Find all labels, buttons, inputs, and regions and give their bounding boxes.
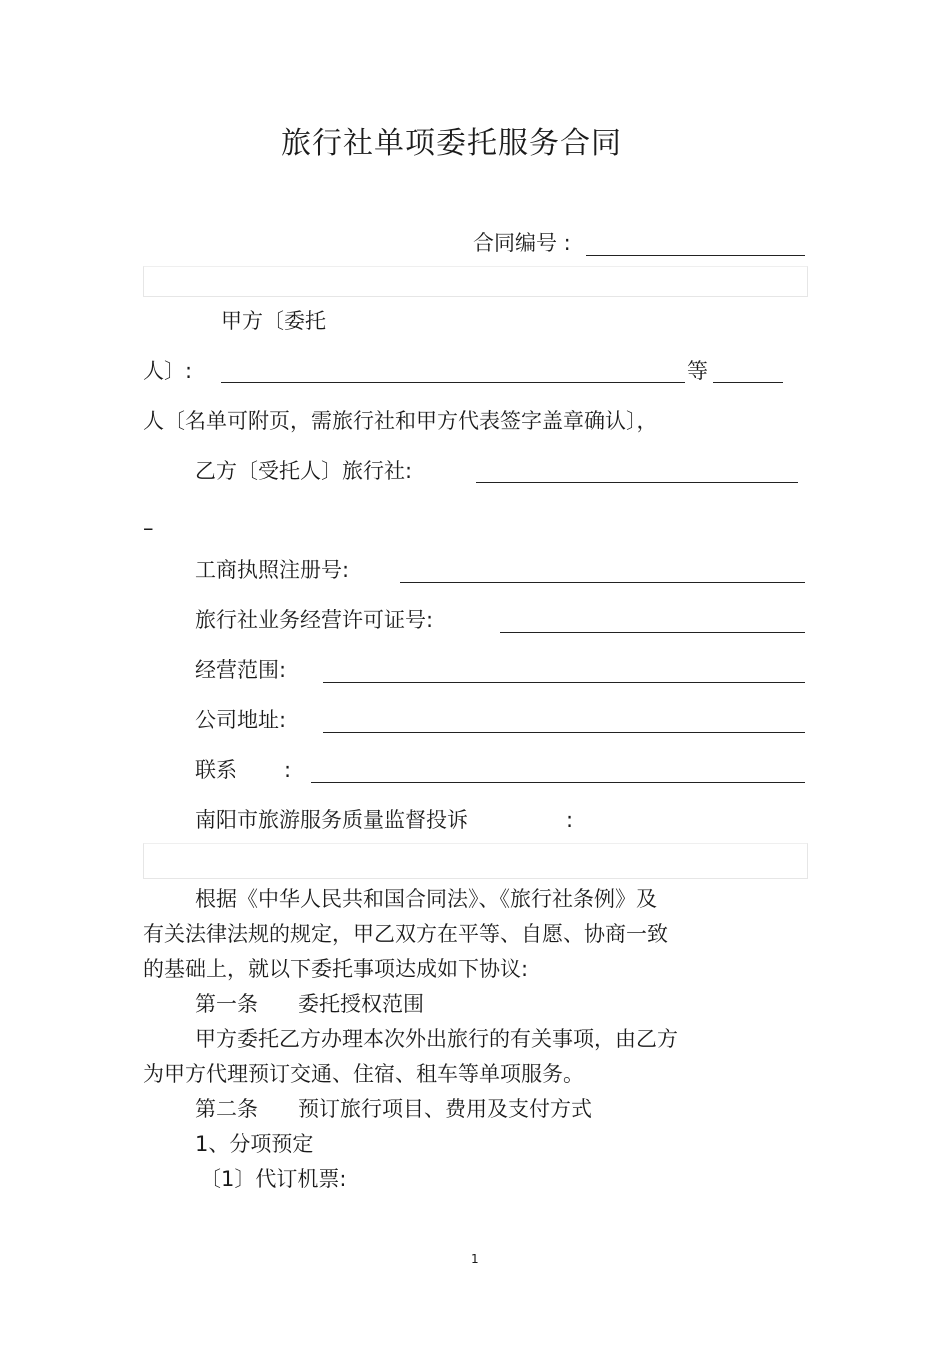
contact-line <box>311 782 805 783</box>
para1-line3: 的基础上，就以下委托事项达成如下协议: <box>143 957 529 981</box>
party-b-name-line <box>476 482 798 483</box>
item1-heading: 1、分项预定 <box>195 1132 314 1156</box>
blank-box-top <box>143 266 808 297</box>
party-a-label-line1: 甲方〔委托 <box>221 309 326 333</box>
page-number: 1 <box>471 1252 479 1266</box>
party-a-count-line <box>713 382 783 383</box>
party-a-note: 人〔名单可附页，需旅行社和甲方代表签字盖章确认〕， <box>143 409 658 433</box>
contact-label: 联系 <box>195 758 237 782</box>
article2-number: 第二条 <box>195 1097 258 1121</box>
complaint-label: 南阳市旅游服务质量监督投诉 <box>195 808 468 832</box>
subitem1: 〔1〕代订机票: <box>200 1167 347 1191</box>
blank-box-bottom <box>143 843 808 879</box>
permit-line <box>500 632 805 633</box>
party-a-label-line2: 人〕: <box>143 359 193 383</box>
contract-number-label: 合同编号 : <box>473 231 571 255</box>
scope-label: 经营范围: <box>195 658 287 682</box>
party-a-name-line <box>221 382 685 383</box>
address-label: 公司地址: <box>195 708 287 732</box>
document-title: 旅行社单项委托服务合同 <box>281 126 622 161</box>
party-a-count-label: 等 <box>687 359 708 383</box>
article1-title: 委托授权范围 <box>298 992 424 1016</box>
complaint-colon: : <box>566 808 574 832</box>
contact-colon: : <box>284 758 292 782</box>
article2-title: 预订旅行项目、费用及支付方式 <box>298 1097 592 1121</box>
contract-number-line <box>586 255 805 256</box>
party-b-dash: – <box>143 516 154 540</box>
para1-line2: 有关法律法规的规定，甲乙双方在平等、自愿、协商一致 <box>143 922 668 946</box>
para2-line2: 为甲方代理预订交通、住宿、租车等单项服务。 <box>143 1062 584 1086</box>
license-label: 工商执照注册号: <box>195 558 350 582</box>
license-line <box>400 582 805 583</box>
para1-line1: 根据《中华人民共和国合同法》、《旅行社条例》及 <box>195 887 657 911</box>
address-line <box>323 732 805 733</box>
article1-number: 第一条 <box>195 992 258 1016</box>
para2-line1: 甲方委托乙方办理本次外出旅行的有关事项，由乙方 <box>195 1027 678 1051</box>
permit-label: 旅行社业务经营许可证号: <box>195 608 434 632</box>
party-b-label: 乙方〔受托人〕旅行社: <box>195 459 413 483</box>
scope-line <box>323 682 805 683</box>
